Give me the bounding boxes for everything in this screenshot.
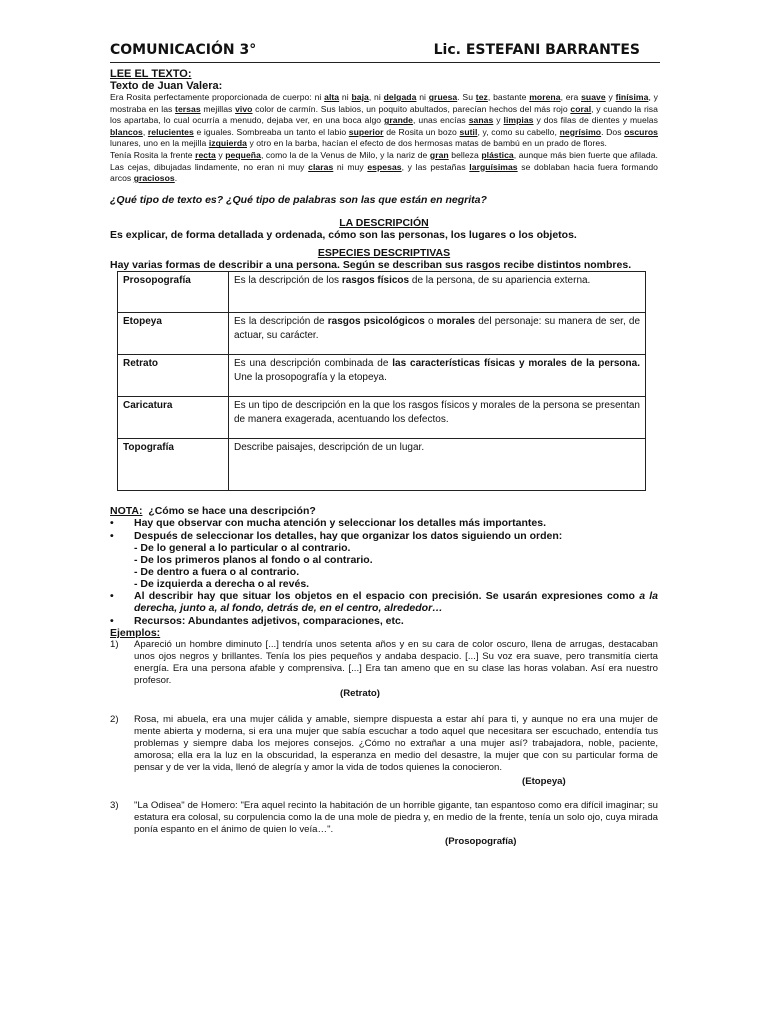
bold-word: relucientes — [147, 126, 194, 137]
text-run: Tenía Rosita la frente — [110, 149, 196, 160]
table-row — [118, 396, 646, 438]
species-term: Retrato — [118, 354, 229, 396]
table-row — [118, 271, 646, 312]
example-text: Rosa, mi abuela, era una mujer cálida y amable, siempre dispuesta a estar ahí para ti, y aunque no era una mujer de mente abierta y moderna, si era una mujer que sabía escuchar a todo aquel que necesitara ser escuchado, entendía tus problemas y siempre daba los mejores consejos. ¿Cómo no extrañar a una mujer así? trabajadora, noble, paciente, amorosa; ella era la luz en la obscuridad, la esperanza en medio del desastre, la mujer que con su particular forma de pensar y de ver la vida, llenó de alegría y amor la vida de todos quienes la conocieron. — [134, 713, 658, 773]
species-term: Prosopografía — [118, 271, 229, 312]
bullet-item — [110, 530, 658, 542]
text-run: Une la prosopografía y la etopeya. — [234, 371, 387, 383]
text-run: y dos filas de dientes y muelas — [533, 115, 658, 126]
bold-word: morales — [436, 315, 476, 327]
bullet-text: Recursos: Abundantes adjetivos, comparaciones, etc. — [134, 614, 404, 627]
bold-word: oscuros — [624, 126, 658, 137]
bold-word: alta — [324, 92, 340, 102]
bold-word: gran — [429, 149, 449, 160]
text-run: y — [605, 92, 616, 102]
text-run: del personaje: su manera de ser, de actuar, su carácter. — [234, 315, 641, 341]
text-run: de Rosita un bozo — [383, 126, 460, 137]
species-definition — [229, 312, 646, 354]
order-item: - De lo general a lo particular o al contrario. — [134, 541, 351, 554]
bold-word: pequeña — [225, 149, 261, 160]
nota-question: ¿Cómo se hace una descripción? — [148, 504, 316, 517]
species-definition — [229, 396, 646, 438]
document-body — [110, 68, 658, 848]
example-number: 1) — [110, 639, 119, 651]
bold-word: grande — [384, 115, 414, 126]
text-run: ni muy — [333, 161, 368, 172]
example-text: "La Odisea" de Homero: "Era aquel recinto la habitación de un horrible gigante, tan espantoso como era difícil imaginar; su estatura era colosal, su corpulencia como la de una mole de piedra y, en medio de la frente, tenía un solo ojo, cuya mirada ponía espanto en el ánimo de quien lo veía…". — [134, 800, 658, 836]
bold-word: graciosos — [133, 173, 175, 184]
text-run: color de carmín. Sus labios, un poquito abultados, parecían hechos del más rojo — [252, 103, 571, 114]
bold-word: rasgos físicos — [341, 274, 410, 286]
bold-word: coral — [570, 103, 592, 114]
text-run: belleza — [448, 149, 482, 160]
example-label: (Prosopografía) — [445, 836, 517, 848]
text-run: , como la de la Venus de Milo, y la nariz de — [260, 149, 430, 160]
bold-word: finísima — [615, 92, 649, 102]
text-run: Era Rosita perfectamente proporcionada de cuerpo: ni — [110, 92, 325, 102]
text-run: , unas encías — [413, 115, 469, 126]
especies-intro: Hay varias formas de describir a una persona. Según se describan sus rasgos recibe distintos nombres. — [110, 258, 632, 271]
example-item — [110, 639, 658, 687]
table-row — [118, 354, 646, 396]
text-run: , y, como su cabello, — [477, 126, 560, 137]
text-run: Es un tipo de descripción en la que los rasgos físicos y morales de la persona se presentan de manera exagerada, acentuando los defectos. — [234, 399, 640, 425]
text-run: Es la descripción de — [234, 315, 328, 327]
text-run: y — [215, 149, 226, 160]
bold-word: superior — [348, 126, 384, 137]
bold-word: plástica — [481, 149, 514, 160]
order-item: - De los primeros planos al fondo o al contrario. — [134, 553, 373, 566]
text-run: . — [174, 173, 178, 184]
text-run: y — [493, 115, 504, 126]
bullet-item — [110, 615, 658, 627]
example-text: Apareció un hombre diminuto [...] tendría unos setenta años y en su cara de color oscuro, llena de arrugas, destacaban unos ojos negros y brillantes. Tenía los pies pequeños y andaba despacio. [...] Su voz era suave, pero transmitía cierta energía. Era una persona afable y comprensiva. [...] Era tan ameno que en su clase las horas volaban. Así era nuestro profesor. — [134, 639, 658, 687]
reading-paragraph-1 — [110, 92, 658, 150]
text-run: se doblaban hacia fuera formando arcos — [110, 161, 658, 184]
course-title: COMUNICACIÓN 3° — [110, 42, 257, 58]
species-term: Topografía — [118, 438, 229, 490]
text-run: , bastante — [487, 92, 530, 102]
text-run: o — [424, 315, 437, 327]
bullet-icon: • — [110, 517, 114, 530]
bullet-icon: • — [110, 614, 114, 627]
bold-word: recta — [195, 149, 216, 160]
bullet-text: Hay que observar con mucha atención y seleccionar los detalles más importantes. — [134, 517, 546, 530]
example-label: (Etopeya) — [522, 776, 566, 788]
bold-word: morena — [529, 92, 561, 102]
bold-word: delgada — [383, 92, 417, 102]
species-term: Caricatura — [118, 396, 229, 438]
species-definition — [229, 354, 646, 396]
bold-word: baja — [351, 92, 369, 102]
bold-word: tez — [475, 92, 488, 102]
reading-question: ¿Qué tipo de texto es? ¿Qué tipo de palabras son las que están en negrita? — [110, 193, 487, 206]
bold-word: izquierda — [208, 138, 247, 149]
descriptive-species-table — [117, 271, 646, 491]
bullet-icon: • — [110, 529, 114, 542]
text-run: . Dos — [601, 126, 625, 137]
reading-author: Texto de Juan Valera: — [110, 80, 223, 92]
bold-word: larguísimas — [469, 161, 518, 172]
nota-label: NOTA: — [110, 504, 143, 517]
teacher-name: Lic. ESTEFANI BARRANTES — [433, 42, 640, 58]
text-run: , y cuando la risa los apartaba, lo cual ocurría a menudo, dejaba ver, en una boca algo — [110, 103, 658, 126]
text-run: , era — [560, 92, 582, 102]
text-run: Describe paisajes, descripción de un lugar. — [234, 441, 425, 453]
table-row — [118, 312, 646, 354]
ejemplos-title: Ejemplos: — [110, 627, 161, 640]
order-item: - De dentro a fuera o al contrario. — [134, 565, 300, 578]
text-run: . Su — [457, 92, 476, 102]
bold-word: suave — [581, 92, 606, 102]
text-run: y otro en la barba, hacían el efecto de dos hermosas matas de bambú en un prado de flores. — [247, 138, 607, 149]
bold-word: espesas — [367, 161, 402, 172]
text-run: Es la descripción de los — [234, 274, 342, 286]
text-run: , y mostraba en las — [110, 92, 658, 114]
bold-word: rasgos psicológicos — [327, 315, 425, 327]
text-run: , ni — [368, 92, 384, 102]
text-run: , y las pestañas — [401, 161, 470, 172]
bold-word: sanas — [468, 115, 494, 126]
bold-word: negrísimo — [559, 126, 602, 137]
page-header — [110, 42, 660, 63]
bullet-item — [110, 517, 658, 529]
reading-paragraph-2 — [110, 150, 658, 185]
example-item — [110, 714, 658, 774]
bullet-text: Después de seleccionar los detalles, hay que organizar los datos siguiendo un orden: — [134, 529, 563, 542]
bullet-text-part: Al describir hay que situar los objetos en el espacio con precisión. Se usarán expresiones como — [134, 589, 640, 602]
text-run: mejillas — [200, 103, 236, 114]
text-run: ni — [339, 92, 352, 102]
text-run: , aunque más bien fuerte que afilada. Las cejas, dibujadas lindamente, no eran ni muy — [110, 149, 658, 172]
bold-word: tersas — [175, 103, 201, 114]
example-item — [110, 800, 658, 836]
bold-word: vivo — [235, 103, 253, 114]
table-row — [118, 438, 646, 490]
bold-word: sutil — [459, 126, 478, 137]
bullet-text-italic: a la derecha, junto a, al fondo, detrás de, en el centro, alrededor… — [134, 589, 659, 615]
text-run: de la persona, de su apariencia externa. — [409, 274, 591, 286]
species-definition — [229, 438, 646, 490]
species-definition — [229, 271, 646, 312]
text-run: ni — [416, 92, 429, 102]
bold-word: claras — [308, 161, 334, 172]
reading-heading: LEE EL TEXTO: — [110, 68, 192, 80]
bullet-icon: • — [110, 589, 114, 602]
bold-word: gruesa — [428, 92, 458, 102]
bold-word: blancos — [110, 126, 143, 137]
descripcion-definition: Es explicar, de forma detallada y ordenada, cómo son las personas, los lugares o los objetos. — [110, 228, 577, 241]
example-number: 3) — [110, 800, 119, 812]
example-number: 2) — [110, 713, 119, 725]
bullet-item — [110, 590, 658, 615]
especies-title: ESPECIES DESCRIPTIVAS — [317, 246, 451, 259]
text-run: , — [142, 126, 148, 137]
descripcion-title: LA DESCRIPCIÓN — [339, 216, 429, 229]
bullet-text — [134, 590, 658, 615]
text-run: lunares, uno en la mejilla — [110, 138, 209, 149]
bold-word: las características físicas y morales de la persona. — [392, 357, 640, 369]
text-run: Es una descripción combinada de — [234, 357, 393, 369]
species-term: Etopeya — [118, 312, 229, 354]
nota-line — [110, 505, 658, 517]
bold-word: limpias — [503, 115, 534, 126]
order-item: - De izquierda a derecha o al revés. — [134, 577, 310, 590]
text-run: e iguales. Sombreaba un tanto el labio — [193, 126, 349, 137]
example-label: (Retrato) — [340, 687, 380, 699]
